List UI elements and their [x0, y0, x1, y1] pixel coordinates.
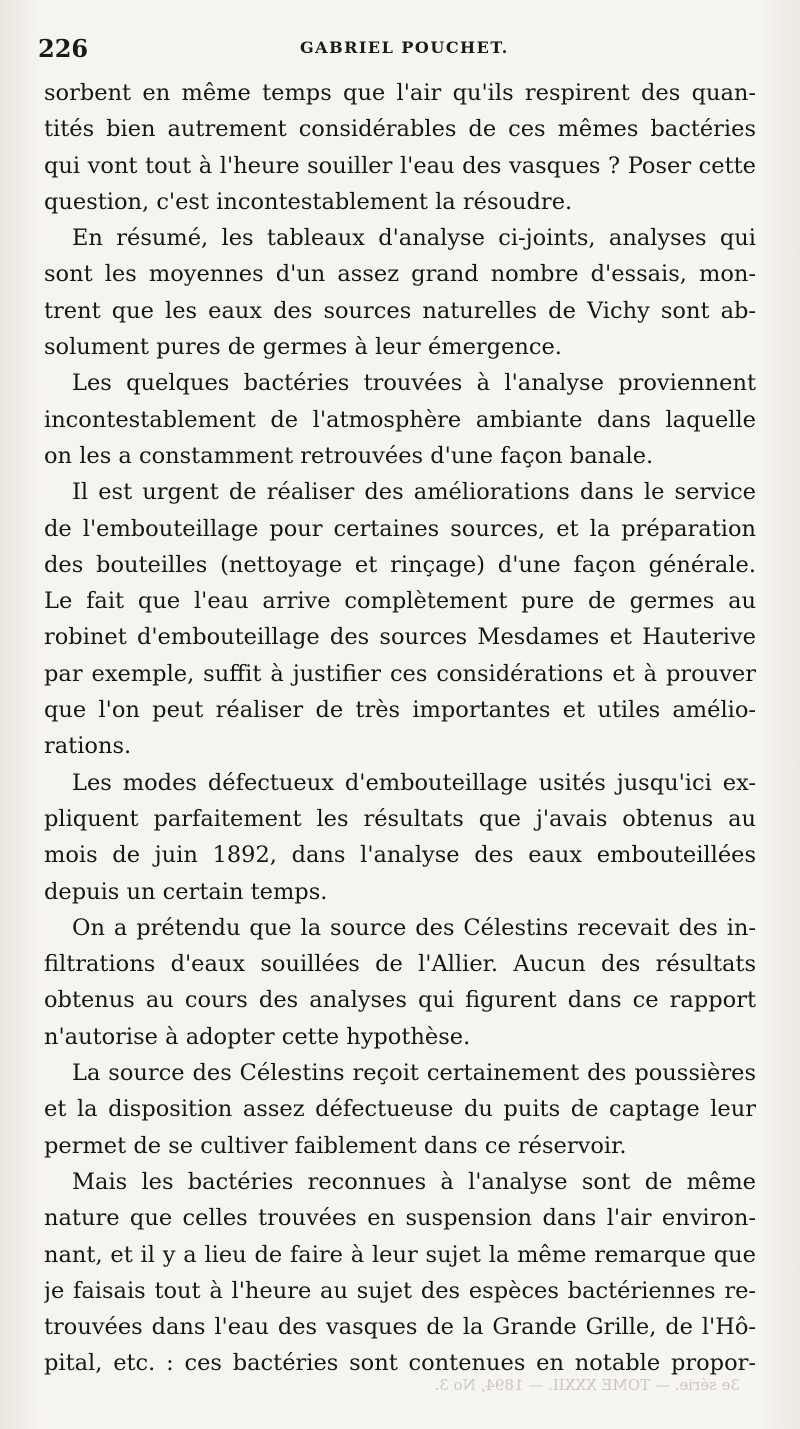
- text-line: et la disposition assez défectueuse du puits de captage leur: [44, 1096, 756, 1123]
- text-line: Il est urgent de réaliser des améliorations dans le service: [72, 479, 756, 506]
- text-line: Mais les bactéries reconnues à l'analyse sont de même: [72, 1168, 756, 1195]
- text-line: tités bien autrement considérables de ces mêmes bactéries: [44, 116, 756, 143]
- text-line: filtrations d'eaux souillées de l'Allier. Aucun des résultats: [44, 951, 756, 978]
- text-line: mois de juin 1892, dans l'analyse des eaux embouteillées: [44, 842, 756, 869]
- text-line: solument pures de germes à leur émergence.: [44, 334, 562, 361]
- text-line: qui vont tout à l'heure souiller l'eau des vasques ? Poser cette: [44, 152, 756, 179]
- text-line: rations.: [44, 733, 132, 760]
- text-line: depuis un certain temps.: [44, 878, 328, 905]
- text-line: de l'embouteillage pour certaines sources, et la préparation: [44, 515, 756, 542]
- text-line: La source des Célestins reçoit certainement des poussières: [72, 1060, 756, 1087]
- running-title: GABRIEL POUCHET.: [300, 38, 509, 57]
- text-line: robinet d'embouteillage des sources Mesdames et Hauterive: [44, 624, 756, 651]
- text-line: obtenus au cours des analyses qui figurent dans ce rapport: [44, 987, 756, 1014]
- text-line: incontestablement de l'atmosphère ambiante dans laquelle: [44, 406, 756, 433]
- text-line: Les modes défectueux d'embouteillage usités jusqu'ici ex-: [72, 769, 756, 796]
- text-line: nant, et il y a lieu de faire à leur sujet la même remarque que: [44, 1241, 756, 1268]
- text-line: n'autorise à adopter cette hypothèse.: [44, 1023, 471, 1050]
- text-line: trent que les eaux des sources naturelles de Vichy sont ab-: [44, 297, 756, 324]
- body-text: [44, 75, 756, 1382]
- text-line: sont les moyennes d'un assez grand nombre d'essais, mon-: [44, 261, 756, 288]
- text-line: permet de se cultiver faiblement dans ce réservoir.: [44, 1132, 627, 1159]
- text-line: sorbent en même temps que l'air qu'ils respirent des quan-: [44, 80, 756, 106]
- text-line: En résumé, les tableaux d'analyse ci-joints, analyses qui: [72, 225, 756, 252]
- text-line: on les a constamment retrouvées d'une façon banale.: [44, 442, 654, 469]
- text-line: je faisais tout à l'heure au sujet des espèces bactériennes re-: [44, 1277, 756, 1304]
- text-line: par exemple, suffit à justifier ces considérations et à prouver: [44, 660, 756, 687]
- text-line: question, c'est incontestablement la résoudre.: [44, 188, 573, 215]
- text-line: des bouteilles (nettoyage et rinçage) d'une façon générale.: [44, 551, 756, 578]
- text-line: nature que celles trouvées en suspension dans l'air environ-: [44, 1205, 756, 1232]
- running-head: [38, 34, 760, 68]
- footer-bleedthrough: 3e série. — TOME XXXII. — 1894, No 3.: [434, 1376, 740, 1394]
- text-line: Le fait que l'eau arrive complètement pure de germes au: [44, 588, 756, 615]
- text-line: On a prétendu que la source des Célestins recevait des in-: [72, 914, 756, 941]
- text-line: Les quelques bactéries trouvées à l'analyse proviennent: [72, 370, 756, 397]
- text-line: trouvées dans l'eau des vasques de la Grande Grille, de l'Hô-: [44, 1314, 756, 1341]
- text-line: pital, etc. : ces bactéries sont contenues en notable propor-: [44, 1350, 756, 1377]
- text-line: pliquent parfaitement les résultats que j'avais obtenus au: [44, 805, 756, 832]
- text-line: que l'on peut réaliser de très importantes et utiles amélio-: [44, 697, 756, 724]
- page-number: 226: [38, 34, 89, 63]
